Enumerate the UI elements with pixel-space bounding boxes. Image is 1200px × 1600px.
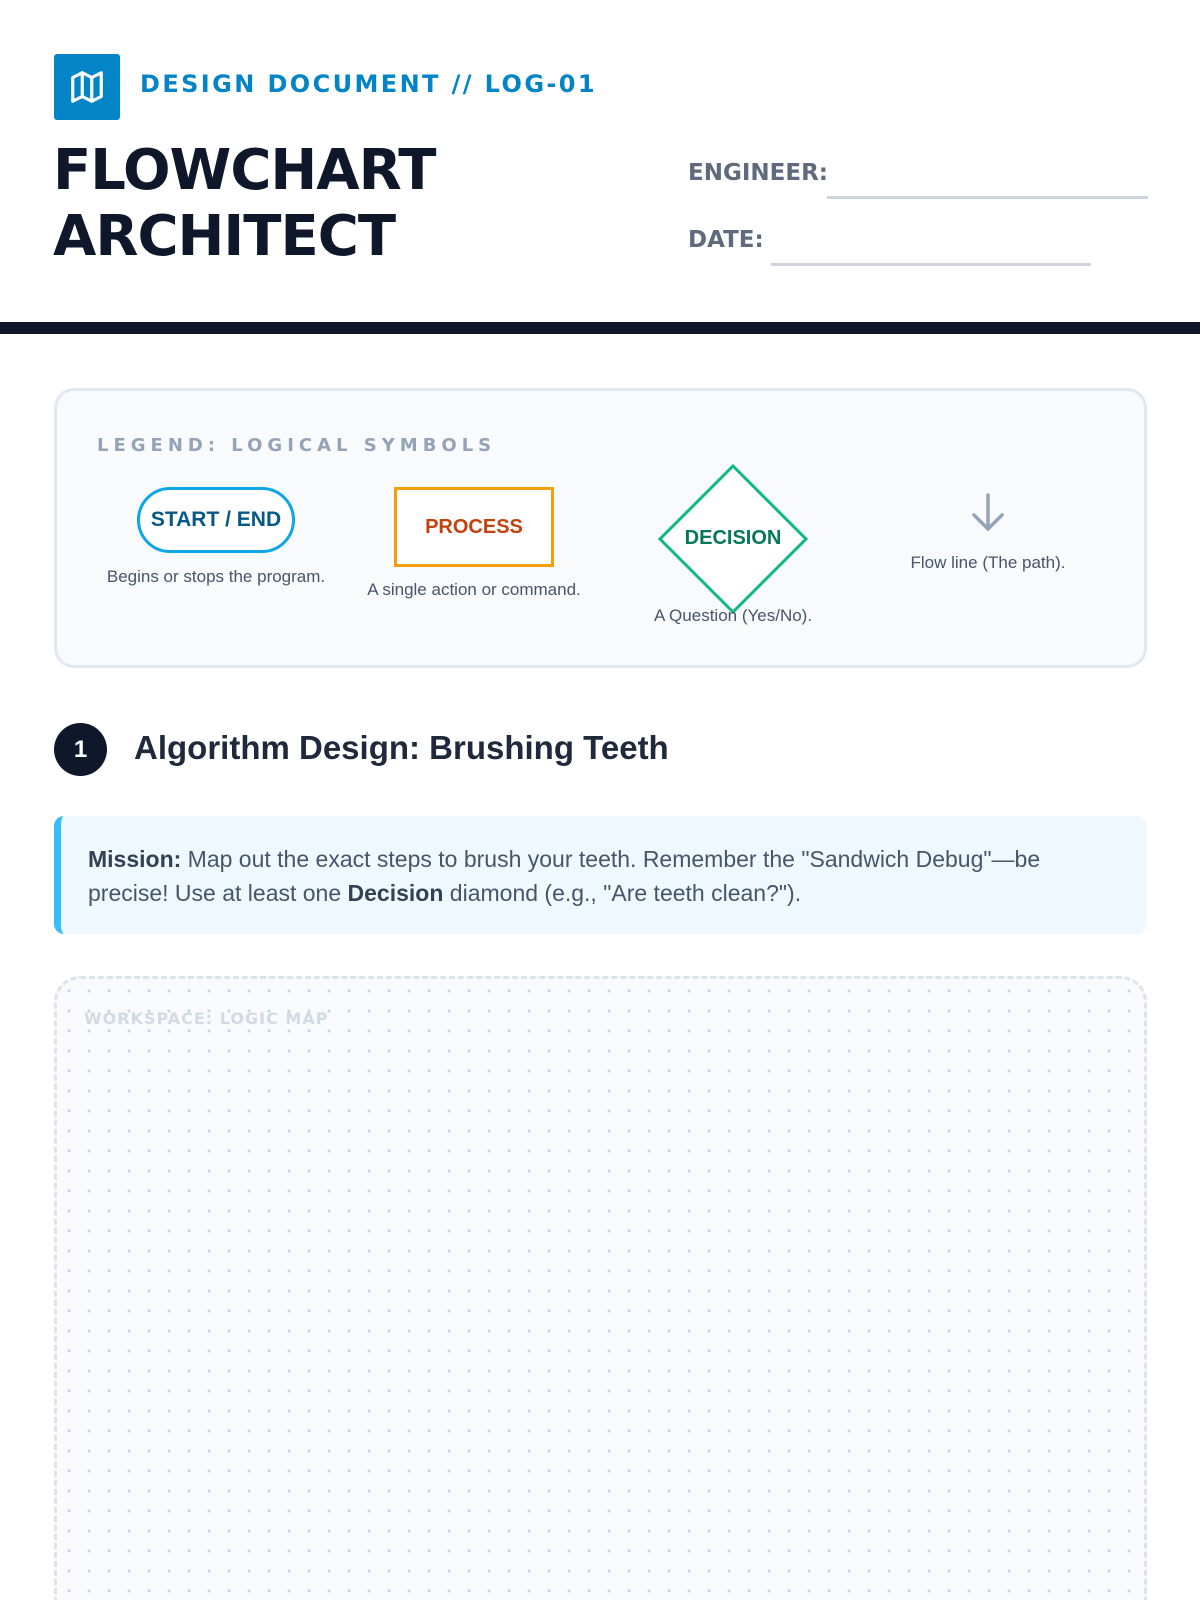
step-number-badge: 1 [54,723,107,776]
workspace-label: WORKSPACE: LOGIC MAP [84,1009,329,1028]
header [0,0,1200,322]
process-symbol: PROCESS [394,487,554,567]
decision-symbol-label: DECISION [684,527,782,549]
mission-text-end: diamond (e.g., "Are teeth clean?"). [443,880,802,906]
date-field[interactable] [771,263,1091,266]
legend-title: LEGEND: LOGICAL SYMBOLS [97,435,497,456]
mission-emphasis: Decision [347,880,444,906]
start-end-symbol: START / END [137,487,295,553]
workspace-canvas[interactable] [54,976,1147,1600]
flow-line-caption: Flow line (The path). [910,553,1066,572]
mission-text: Map out the exact steps to brush your teeth. Remember the "Sandwich Debug"—be precise! Use at least one [88,846,1041,906]
process-caption: A single action or command. [367,580,581,599]
logo-badge [54,54,120,120]
header-divider [0,322,1200,334]
engineer-label: ENGINEER: [688,160,828,186]
title-line-2: ARCHITECT [53,204,396,269]
document-label: DESIGN DOCUMENT // LOG-01 [140,70,597,98]
map-icon [68,68,106,106]
date-label: DATE: [688,227,764,253]
decision-caption: A Question (Yes/No). [653,606,813,625]
mission-label: Mission: [88,846,182,872]
legend-panel [54,388,1147,668]
arrow-down-icon [968,491,1008,535]
page-title [53,138,435,270]
start-end-caption: Begins or stops the program. [106,567,326,586]
section-title: Algorithm Design: Brushing Teeth [134,729,669,766]
engineer-field[interactable] [827,196,1148,199]
mission-callout [54,816,1147,934]
title-line-1: FLOWCHART [53,138,436,203]
